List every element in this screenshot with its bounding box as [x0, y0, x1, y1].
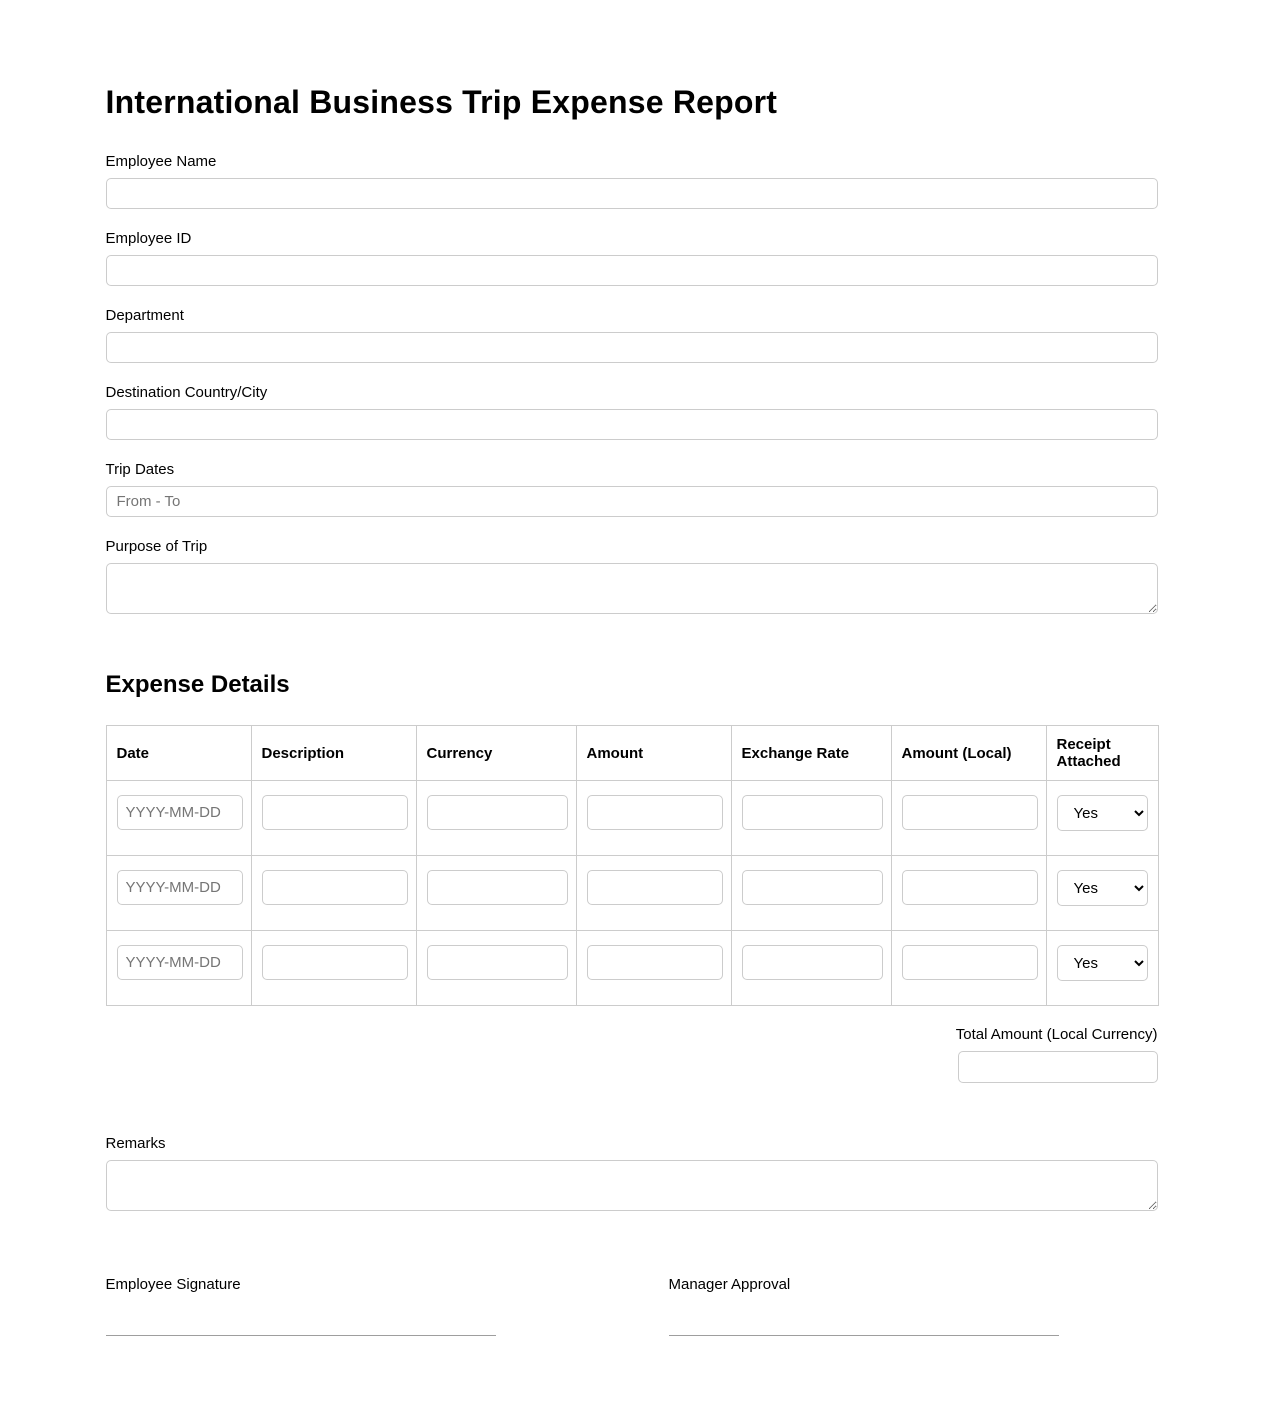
expense-amount-input[interactable] [587, 945, 723, 980]
expense-amount-local-input[interactable] [902, 945, 1038, 980]
expense-description-input[interactable] [262, 870, 408, 905]
column-header-receipt-attached: Receipt Attached [1046, 726, 1158, 781]
expense-date-input[interactable] [117, 795, 243, 830]
column-header-description: Description [251, 726, 416, 781]
column-header-amount-local: Amount (Local) [891, 726, 1046, 781]
employee-name-input[interactable] [106, 178, 1158, 209]
expense-exchange-rate-input[interactable] [742, 795, 883, 830]
trip-dates-group [106, 461, 1158, 517]
total-amount-section [106, 1026, 1158, 1083]
trip-dates-input[interactable] [106, 486, 1158, 517]
total-amount-input[interactable] [958, 1051, 1158, 1083]
expense-details-heading: Expense Details [105, 671, 290, 698]
expense-date-input[interactable] [117, 945, 243, 980]
expense-currency-input[interactable] [427, 870, 568, 905]
employee-signature-line [106, 1335, 496, 1336]
expense-amount-local-input[interactable] [902, 795, 1038, 830]
employee-name-group [106, 153, 1158, 209]
total-amount-label: Total Amount (Local Currency) [955, 1026, 1158, 1043]
manager-approval-line [669, 1335, 1059, 1336]
expense-exchange-rate-input[interactable] [742, 945, 883, 980]
purpose-group [106, 538, 1158, 619]
expense-currency-input[interactable] [427, 945, 568, 980]
department-group [106, 307, 1158, 363]
remarks-label: Remarks [105, 1135, 166, 1152]
expense-exchange-rate-input[interactable] [742, 870, 883, 905]
page-title: International Business Trip Expense Report [105, 84, 778, 120]
expense-amount-input[interactable] [587, 795, 723, 830]
employee-name-label: Employee Name [105, 153, 217, 170]
column-header-exchange-rate: Exchange Rate [731, 726, 891, 781]
expense-row [106, 781, 1158, 856]
expense-table [106, 725, 1159, 1006]
expense-table-header-row [106, 726, 1158, 781]
manager-approval-block [669, 1276, 1059, 1336]
expense-description-input[interactable] [262, 945, 408, 980]
employee-id-group [106, 230, 1158, 286]
expense-date-input[interactable] [117, 870, 243, 905]
purpose-of-trip-textarea[interactable] [106, 563, 1158, 614]
column-header-currency: Currency [416, 726, 576, 781]
expense-row [106, 931, 1158, 1006]
receipt-attached-select[interactable] [1057, 870, 1148, 906]
employee-id-input[interactable] [106, 255, 1158, 286]
remarks-textarea[interactable] [106, 1160, 1158, 1211]
purpose-of-trip-label: Purpose of Trip [105, 538, 208, 555]
trip-dates-label: Trip Dates [105, 461, 175, 478]
expense-amount-input[interactable] [587, 870, 723, 905]
department-label: Department [105, 307, 184, 324]
manager-approval-label: Manager Approval [668, 1276, 791, 1293]
form-container [106, 0, 1158, 1416]
expense-currency-input[interactable] [427, 795, 568, 830]
column-header-date: Date [106, 726, 251, 781]
receipt-attached-select[interactable] [1057, 795, 1148, 831]
destination-group [106, 384, 1158, 440]
employee-signature-block [106, 1276, 496, 1336]
signature-row [106, 1276, 1158, 1336]
department-input[interactable] [106, 332, 1158, 363]
employee-signature-label: Employee Signature [105, 1276, 241, 1293]
remarks-group [106, 1135, 1158, 1216]
column-header-amount: Amount [576, 726, 731, 781]
destination-input[interactable] [106, 409, 1158, 440]
receipt-attached-select[interactable] [1057, 945, 1148, 981]
expense-amount-local-input[interactable] [902, 870, 1038, 905]
employee-id-label: Employee ID [105, 230, 192, 247]
destination-label: Destination Country/City [105, 384, 268, 401]
expense-description-input[interactable] [262, 795, 408, 830]
expense-row [106, 856, 1158, 931]
